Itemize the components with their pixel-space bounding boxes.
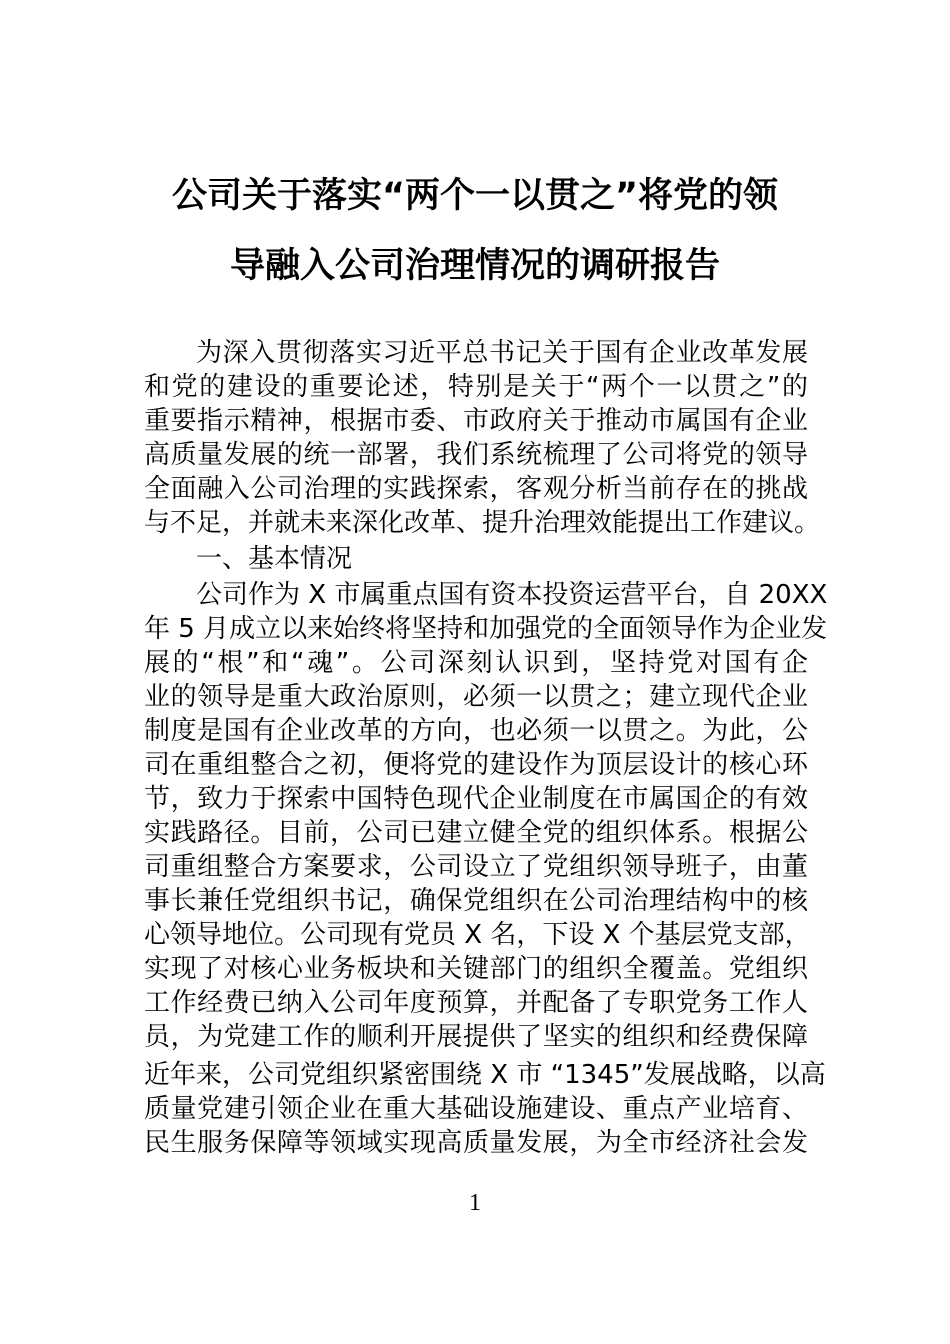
paragraph-line: 实现了对核心业务板块和关键部门的组织全覆盖。党组织	[144, 954, 808, 984]
paragraph-line: 员，为党建工作的顺利开展提供了坚实的组织和经费保障	[144, 1022, 808, 1052]
section-heading: 一、基本情况	[196, 544, 353, 574]
paragraph-line: 制度是国有企业改革的方向，也必须一以贯之。为此，公	[144, 716, 808, 746]
paragraph-line: 公司作为 X 市属重点国有资本投资运营平台，自 20XX	[196, 580, 828, 610]
paragraph-line: 全面融入公司治理的实践探索，客观分析当前存在的挑战	[144, 474, 808, 504]
paragraph-line: 实践路径。目前，公司已建立健全党的组织体系。根据公	[144, 818, 808, 848]
paragraph-line: 民生服务保障等领域实现高质量发展，为全市经济社会发	[144, 1128, 808, 1158]
paragraph-line: 和党的建设的重要论述，特别是关于“两个一以贯之”的	[144, 372, 808, 402]
paragraph-line: 重要指示精神，根据市委、市政府关于推动市属国有企业	[144, 406, 808, 436]
paragraph-line: 司在重组整合之初，便将党的建设作为顶层设计的核心环	[144, 750, 808, 780]
paragraph-line: 为深入贯彻落实习近平总书记关于国有企业改革发展	[196, 338, 808, 368]
paragraph-line: 与不足，并就未来深化改革、提升治理效能提出工作建议。	[144, 508, 821, 538]
paragraph-line: 司重组整合方案要求，公司设立了党组织领导班子，由董	[144, 852, 808, 882]
page-number: 1	[469, 1190, 481, 1216]
paragraph-line: 年 5 月成立以来始终将坚持和加强党的全面领导作为企业发	[144, 614, 828, 644]
paragraph-line: 质量党建引领企业在重大基础设施建设、重点产业培育、	[144, 1094, 808, 1124]
paragraph-line: 工作经费已纳入公司年度预算，并配备了专职党务工作人	[144, 988, 808, 1018]
document-title-line-1: 公司关于落实“两个一以贯之”将党的领	[171, 176, 778, 216]
paragraph-line: 展的“根”和“魂”。公司深刻认识到，坚持党对国有企	[144, 648, 808, 678]
document-title-line-2: 导融入公司治理情况的调研报告	[229, 246, 720, 286]
paragraph-line: 事长兼任党组织书记，确保党组织在公司治理结构中的核	[144, 886, 808, 916]
paragraph-line: 近年来，公司党组织紧密围绕 X 市 “1345”发展战略，以高	[144, 1060, 826, 1090]
paragraph-line: 高质量发展的统一部署，我们系统梳理了公司将党的领导	[144, 440, 808, 470]
paragraph-line: 业的领导是重大政治原则，必须一以贯之；建立现代企业	[144, 682, 808, 712]
paragraph-line: 心领导地位。公司现有党员 X 名，下设 X 个基层党支部，	[144, 920, 811, 950]
paragraph-line: 节，致力于探索中国特色现代企业制度在市属国企的有效	[144, 784, 808, 814]
